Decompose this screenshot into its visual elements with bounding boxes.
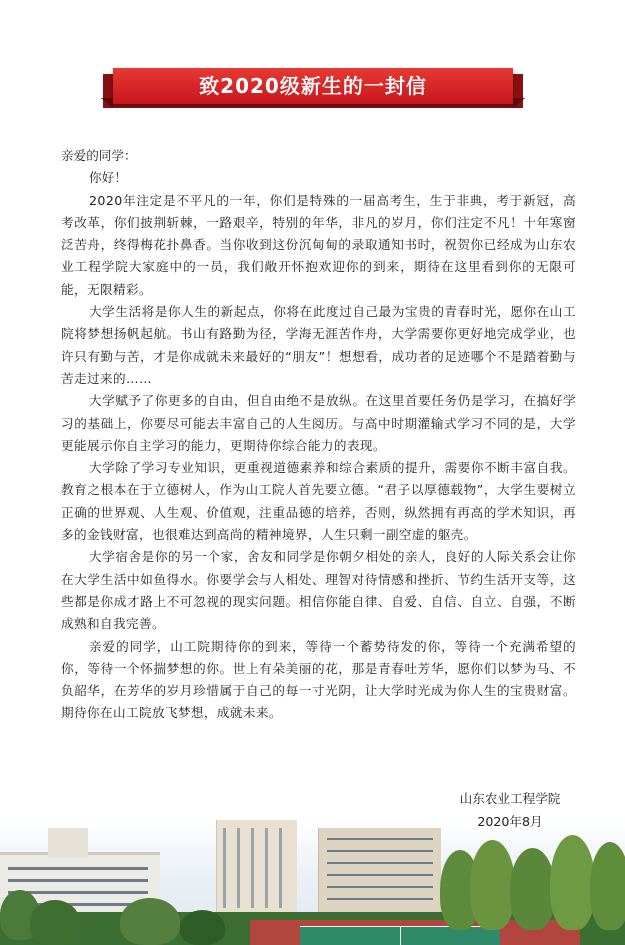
building-center xyxy=(216,820,297,916)
tree xyxy=(590,842,625,930)
greeting: 你好！ xyxy=(89,170,127,186)
tree xyxy=(120,898,180,945)
paragraph-dormitory: 大学宿舍是你的另一个家，舍友和同学是你朝夕相处的亲人，良好的人际关系会让你在大学生活中如鱼得水。你要学会与人相处、理智对待情感和挫折、节约生活开支等，这些都是你成才路上不可忽视的现实问题。相信你能自律、自爱、自信、自立、自强，不断成熟和自我完善。 xyxy=(61,549,576,632)
paragraph-freedom: 大学赋予了你更多的自由，但自由绝不是放纵。在这里首要任务仍是学习，在搞好学习的基础上，你要尽可能去丰富自己的人生阅历。与高中时期灌输式学习不同的是，大学更能展示你自主学习的能力，更期待你综合能力的表现。 xyxy=(61,393,576,453)
banner-fold-right xyxy=(513,98,525,108)
tree xyxy=(180,910,225,945)
tree xyxy=(470,840,515,930)
tree xyxy=(30,900,80,945)
building-left-tower xyxy=(48,828,88,858)
paragraph-closing: 亲爱的同学，山工院期待你的到来，等待一个蓄势待发的你，等待一个充满希望的你，等待一个怀揣梦想的你。世上有朵美丽的花，那是青春吐芳华，愿你们以梦为马、不负韶华，在芳华的岁月珍惜属于自己的每一寸光阴，让大学时光成为你人生的宝贵财富。期待你在山工院放飞梦想，成就未来。 xyxy=(61,638,576,721)
paragraph-morality: 大学除了学习专业知识，更重视道德素养和综合素质的提升，需要你不断丰富自我。教育之根本在于立德树人，作为山工院人首先要立德。“君子以厚德载物”，大学生要树立正确的世界观、人生观、价值观，注重品德的培养，否则，纵然拥有再高的学术知识，再多的金钱财富，也很难达到高尚的精神境界，人生只剩一副空虚的躯壳。 xyxy=(61,460,576,543)
building-right xyxy=(318,828,441,916)
tree xyxy=(510,848,555,930)
banner-fold-left xyxy=(101,98,113,108)
page-title: 致2020级新生的一封信 xyxy=(199,74,427,98)
signature-date: 2020年8月 xyxy=(477,814,543,829)
campus-illustration xyxy=(0,820,625,945)
court-line xyxy=(400,926,401,945)
signature-school: 山东农业工程学院 xyxy=(459,791,561,806)
tree xyxy=(550,835,595,930)
paragraph-new-start: 大学生活将是你人生的新起点，你将在此度过自己最为宝贵的青春时光，愿你在山工院将梦想扬帆起航。书山有路勤为径，学海无涯苦作舟，大学需要你更好地完成学业，也许只有勤与苦，才是你成就未来最好的“朋友”！想想看，成功者的足迹哪个不是踏着勤与苦走过来的…… xyxy=(61,304,576,386)
title-banner xyxy=(113,68,513,106)
paragraph-intro: 2020年注定是不平凡的一年，你们是特殊的一届高考生，生于非典，考于新冠，高考改革，你们披荆斩棘，一路艰辛，特别的年华，非凡的岁月，你们注定不凡！十年寒窗泛苦舟，终得梅花扑鼻香。当你收到这份沉甸甸的录取通知书时，祝贺你已经成为山东农业工程学院大家庭中的一员，我们敞开怀抱欢迎你的到来，期待在这里看到你的无限可能，无限精彩。 xyxy=(61,192,576,297)
salutation: 亲爱的同学： xyxy=(61,148,137,163)
letter-body xyxy=(61,145,576,725)
